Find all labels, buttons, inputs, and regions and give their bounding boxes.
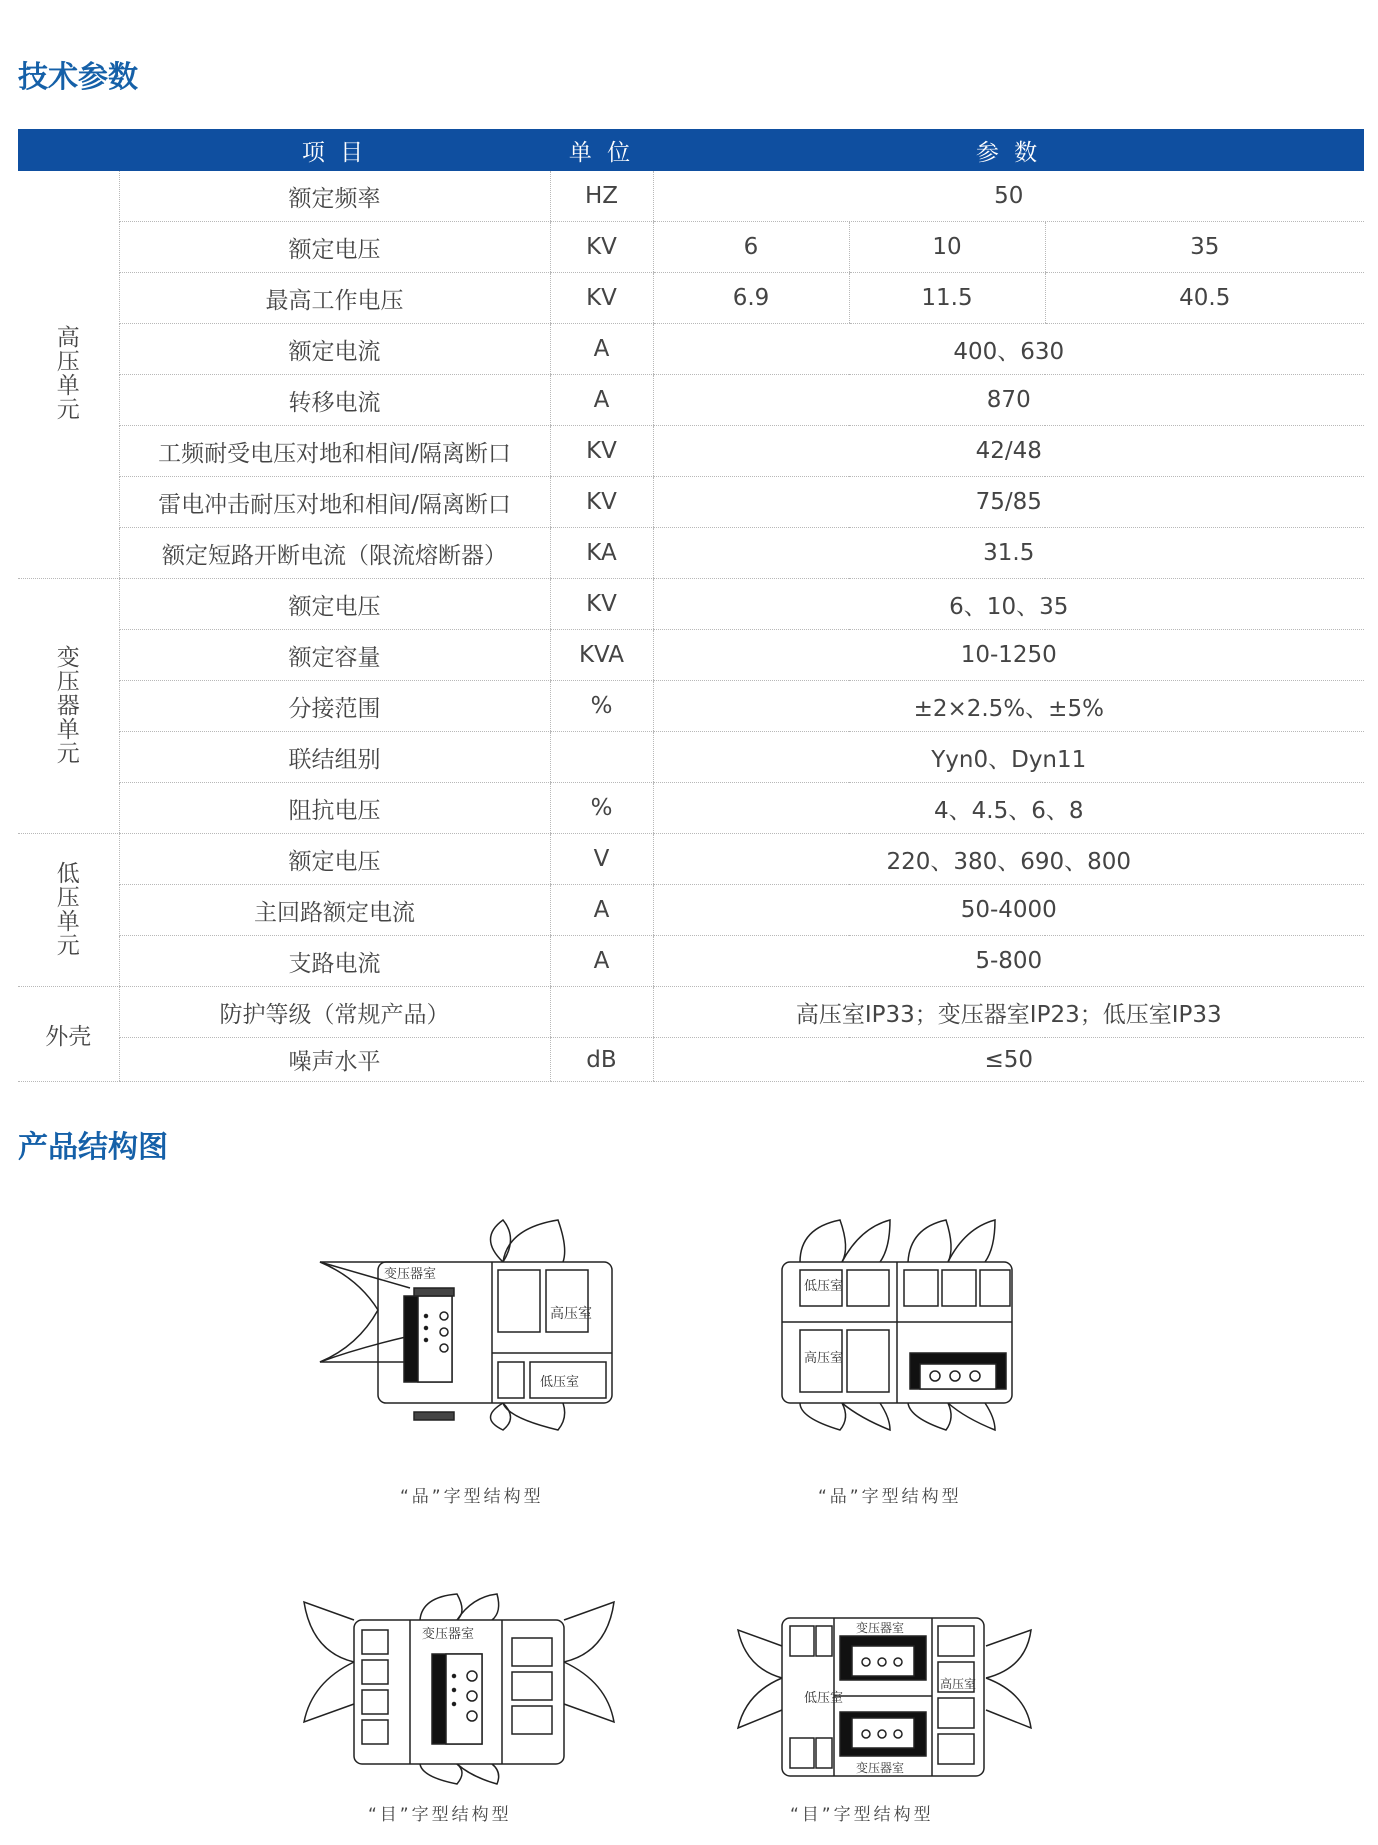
label-hv: 高压室: [550, 1306, 592, 1322]
group-hv: 高压单元: [18, 171, 119, 579]
specs-title: 技术参数: [18, 60, 138, 95]
diagram-pin-2: [780, 1218, 1020, 1433]
diagram-mu-2: [736, 1598, 1036, 1793]
table-row: 额定短路开断电流（限流熔断器） KA 31.5: [18, 528, 1364, 579]
header-unit: 单 位: [550, 129, 653, 171]
table-row: 额定电压 KV 6 10 35: [18, 222, 1364, 273]
group-transformer: 变压器单元: [18, 579, 119, 834]
table-row: 工频耐受电压对地和相间/隔离断口 KV 42/48: [18, 426, 1364, 477]
caption-1: “品”字型结构型: [400, 1487, 544, 1507]
header-item: 项 目: [119, 129, 550, 171]
table-row: 分接范围 % ±2×2.5%、±5%: [18, 681, 1364, 732]
caption-4: “目”字型结构型: [790, 1805, 934, 1825]
label-hv: 高压室: [940, 1677, 977, 1691]
label-transformer-top: 变压器室: [856, 1621, 905, 1635]
label-lv: 低压室: [540, 1375, 580, 1390]
diagram-mu-1: [302, 1592, 622, 1787]
table-row: 额定容量 KVA 10-1250: [18, 630, 1364, 681]
table-row: 额定电流 A 400、630: [18, 324, 1364, 375]
table-row: 变压器单元 额定电压 KV 6、10、35: [18, 579, 1364, 630]
caption-3: “目”字型结构型: [368, 1805, 512, 1825]
diagram-pin-1: [318, 1218, 618, 1433]
label-lv: 低压室: [804, 1279, 844, 1294]
header-param: 参 数: [653, 129, 1364, 171]
label-hv: 高压室: [804, 1351, 844, 1366]
table-row: 联结组别 Yyn0、Dyn11: [18, 732, 1364, 783]
table-row: 雷电冲击耐压对地和相间/隔离断口 KV 75/85: [18, 477, 1364, 528]
spec-table: [18, 129, 1364, 1082]
label-transformer: 变压器室: [422, 1627, 475, 1642]
caption-2: “品”字型结构型: [818, 1487, 962, 1507]
table-row: 最高工作电压 KV 6.9 11.5 40.5: [18, 273, 1364, 324]
group-lv: 低压单元: [18, 834, 119, 987]
table-row: 支路电流 A 5-800: [18, 936, 1364, 987]
table-row: 主回路额定电流 A 50-4000: [18, 885, 1364, 936]
table-header-row: [18, 129, 1364, 171]
table-row: 转移电流 A 870: [18, 375, 1364, 426]
structure-title: 产品结构图: [18, 1130, 168, 1165]
group-shell: 外壳: [18, 987, 119, 1082]
table-row: 高压单元 额定频率 HZ 50: [18, 171, 1364, 222]
label-transformer: 变压器室: [384, 1267, 437, 1282]
label-lv: 低压室: [804, 1691, 844, 1706]
table-row: 阻抗电压 % 4、4.5、6、8: [18, 783, 1364, 834]
label-transformer-bottom: 变压器室: [856, 1761, 905, 1775]
table-row: 噪声水平 dB ≤50: [18, 1038, 1364, 1082]
table-row: 低压单元 额定电压 V 220、380、690、800: [18, 834, 1364, 885]
table-row: 外壳 防护等级（常规产品） 高压室IP33；变压器室IP23；低压室IP33: [18, 987, 1364, 1038]
